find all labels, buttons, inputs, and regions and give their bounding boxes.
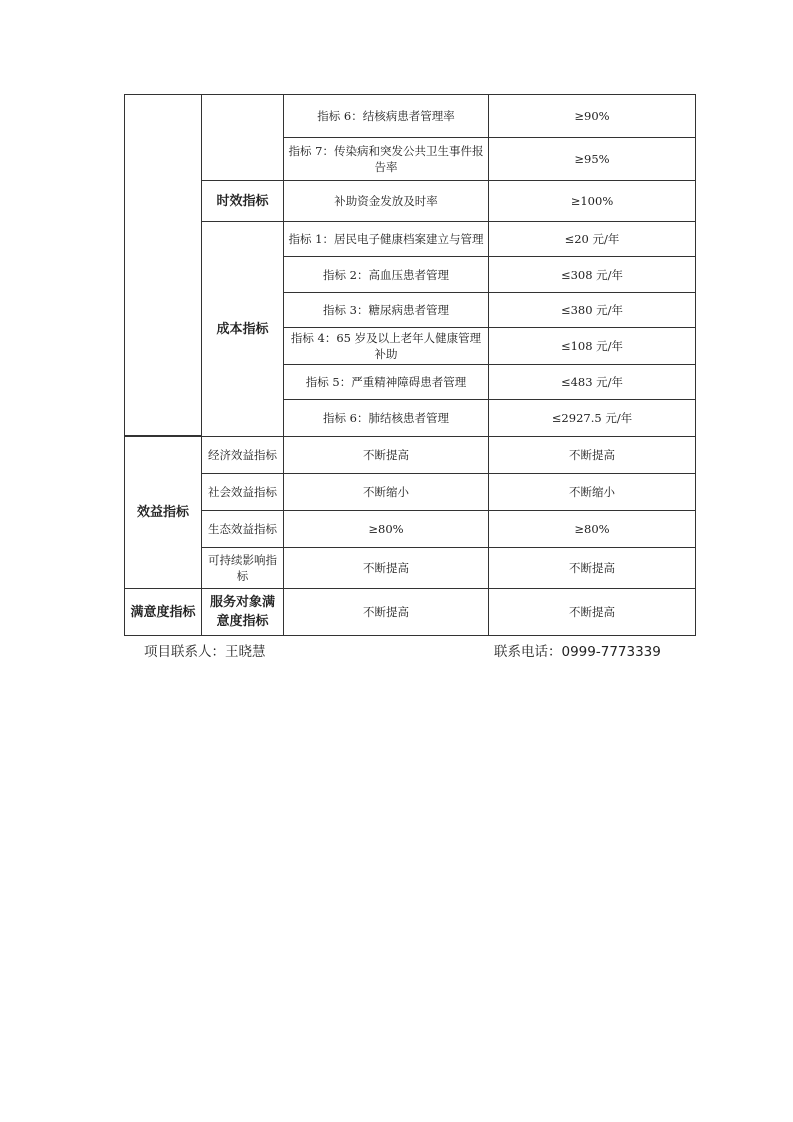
indicator-cell: 指标 3：糖尿病患者管理: [283, 292, 489, 328]
value-cell: ≤380 元/年: [488, 292, 696, 328]
value-cell: 不断提高: [488, 588, 696, 636]
indicator-cell: 补助资金发放及时率: [283, 180, 489, 222]
target-cell: 不断缩小: [283, 473, 489, 511]
col1-continuation: [124, 94, 202, 436]
contact-phone: 联系电话：0999-7773339: [494, 644, 661, 660]
indicator-cell: 指标 6：肺结核患者管理: [283, 399, 489, 437]
indicator-cell: 指标 5：严重精神障碍患者管理: [283, 364, 489, 400]
value-cell: ≤483 元/年: [488, 364, 696, 400]
sub-indicator-cell: 社会效益指标: [201, 473, 284, 511]
satisfaction-category: 满意度指标: [124, 588, 202, 636]
sub-indicator-cell: 经济效益指标: [201, 436, 284, 474]
value-cell: ≥80%: [488, 510, 696, 548]
indicator-cell: 指标 1：居民电子健康档案建立与管理: [283, 221, 489, 257]
sub-indicator-cell: 服务对象满意度指标: [201, 588, 284, 636]
target-cell: ≥80%: [283, 510, 489, 548]
value-cell: 不断提高: [488, 547, 696, 589]
value-cell: ≥100%: [488, 180, 696, 222]
value-cell: ≤2927.5 元/年: [488, 399, 696, 437]
target-cell: 不断提高: [283, 436, 489, 474]
sub-indicator-cell: 可持续影响指标: [201, 547, 284, 589]
timeliness-category: 时效指标: [201, 180, 284, 222]
value-cell: ≤20 元/年: [488, 221, 696, 257]
indicator-cell: 指标 4：65 岁及以上老年人健康管理补助: [283, 327, 489, 365]
target-cell: 不断提高: [283, 588, 489, 636]
indicator-cell: 指标 2：高血压患者管理: [283, 256, 489, 293]
cost-category: 成本指标: [201, 221, 284, 437]
benefit-category: 效益指标: [124, 436, 202, 589]
indicator-table: [124, 94, 696, 636]
sub-indicator-cell: 生态效益指标: [201, 510, 284, 548]
value-cell: ≥95%: [488, 137, 696, 181]
col2-continuation: [201, 94, 284, 181]
value-cell: ≥90%: [488, 94, 696, 138]
indicator-cell: 指标 7：传染病和突发公共卫生事件报告率: [283, 137, 489, 181]
indicator-cell: 指标 6：结核病患者管理率: [283, 94, 489, 138]
value-cell: 不断提高: [488, 436, 696, 474]
value-cell: ≤108 元/年: [488, 327, 696, 365]
value-cell: 不断缩小: [488, 473, 696, 511]
target-cell: 不断提高: [283, 547, 489, 589]
value-cell: ≤308 元/年: [488, 256, 696, 293]
contact-person: 项目联系人：王晓慧: [144, 644, 266, 660]
